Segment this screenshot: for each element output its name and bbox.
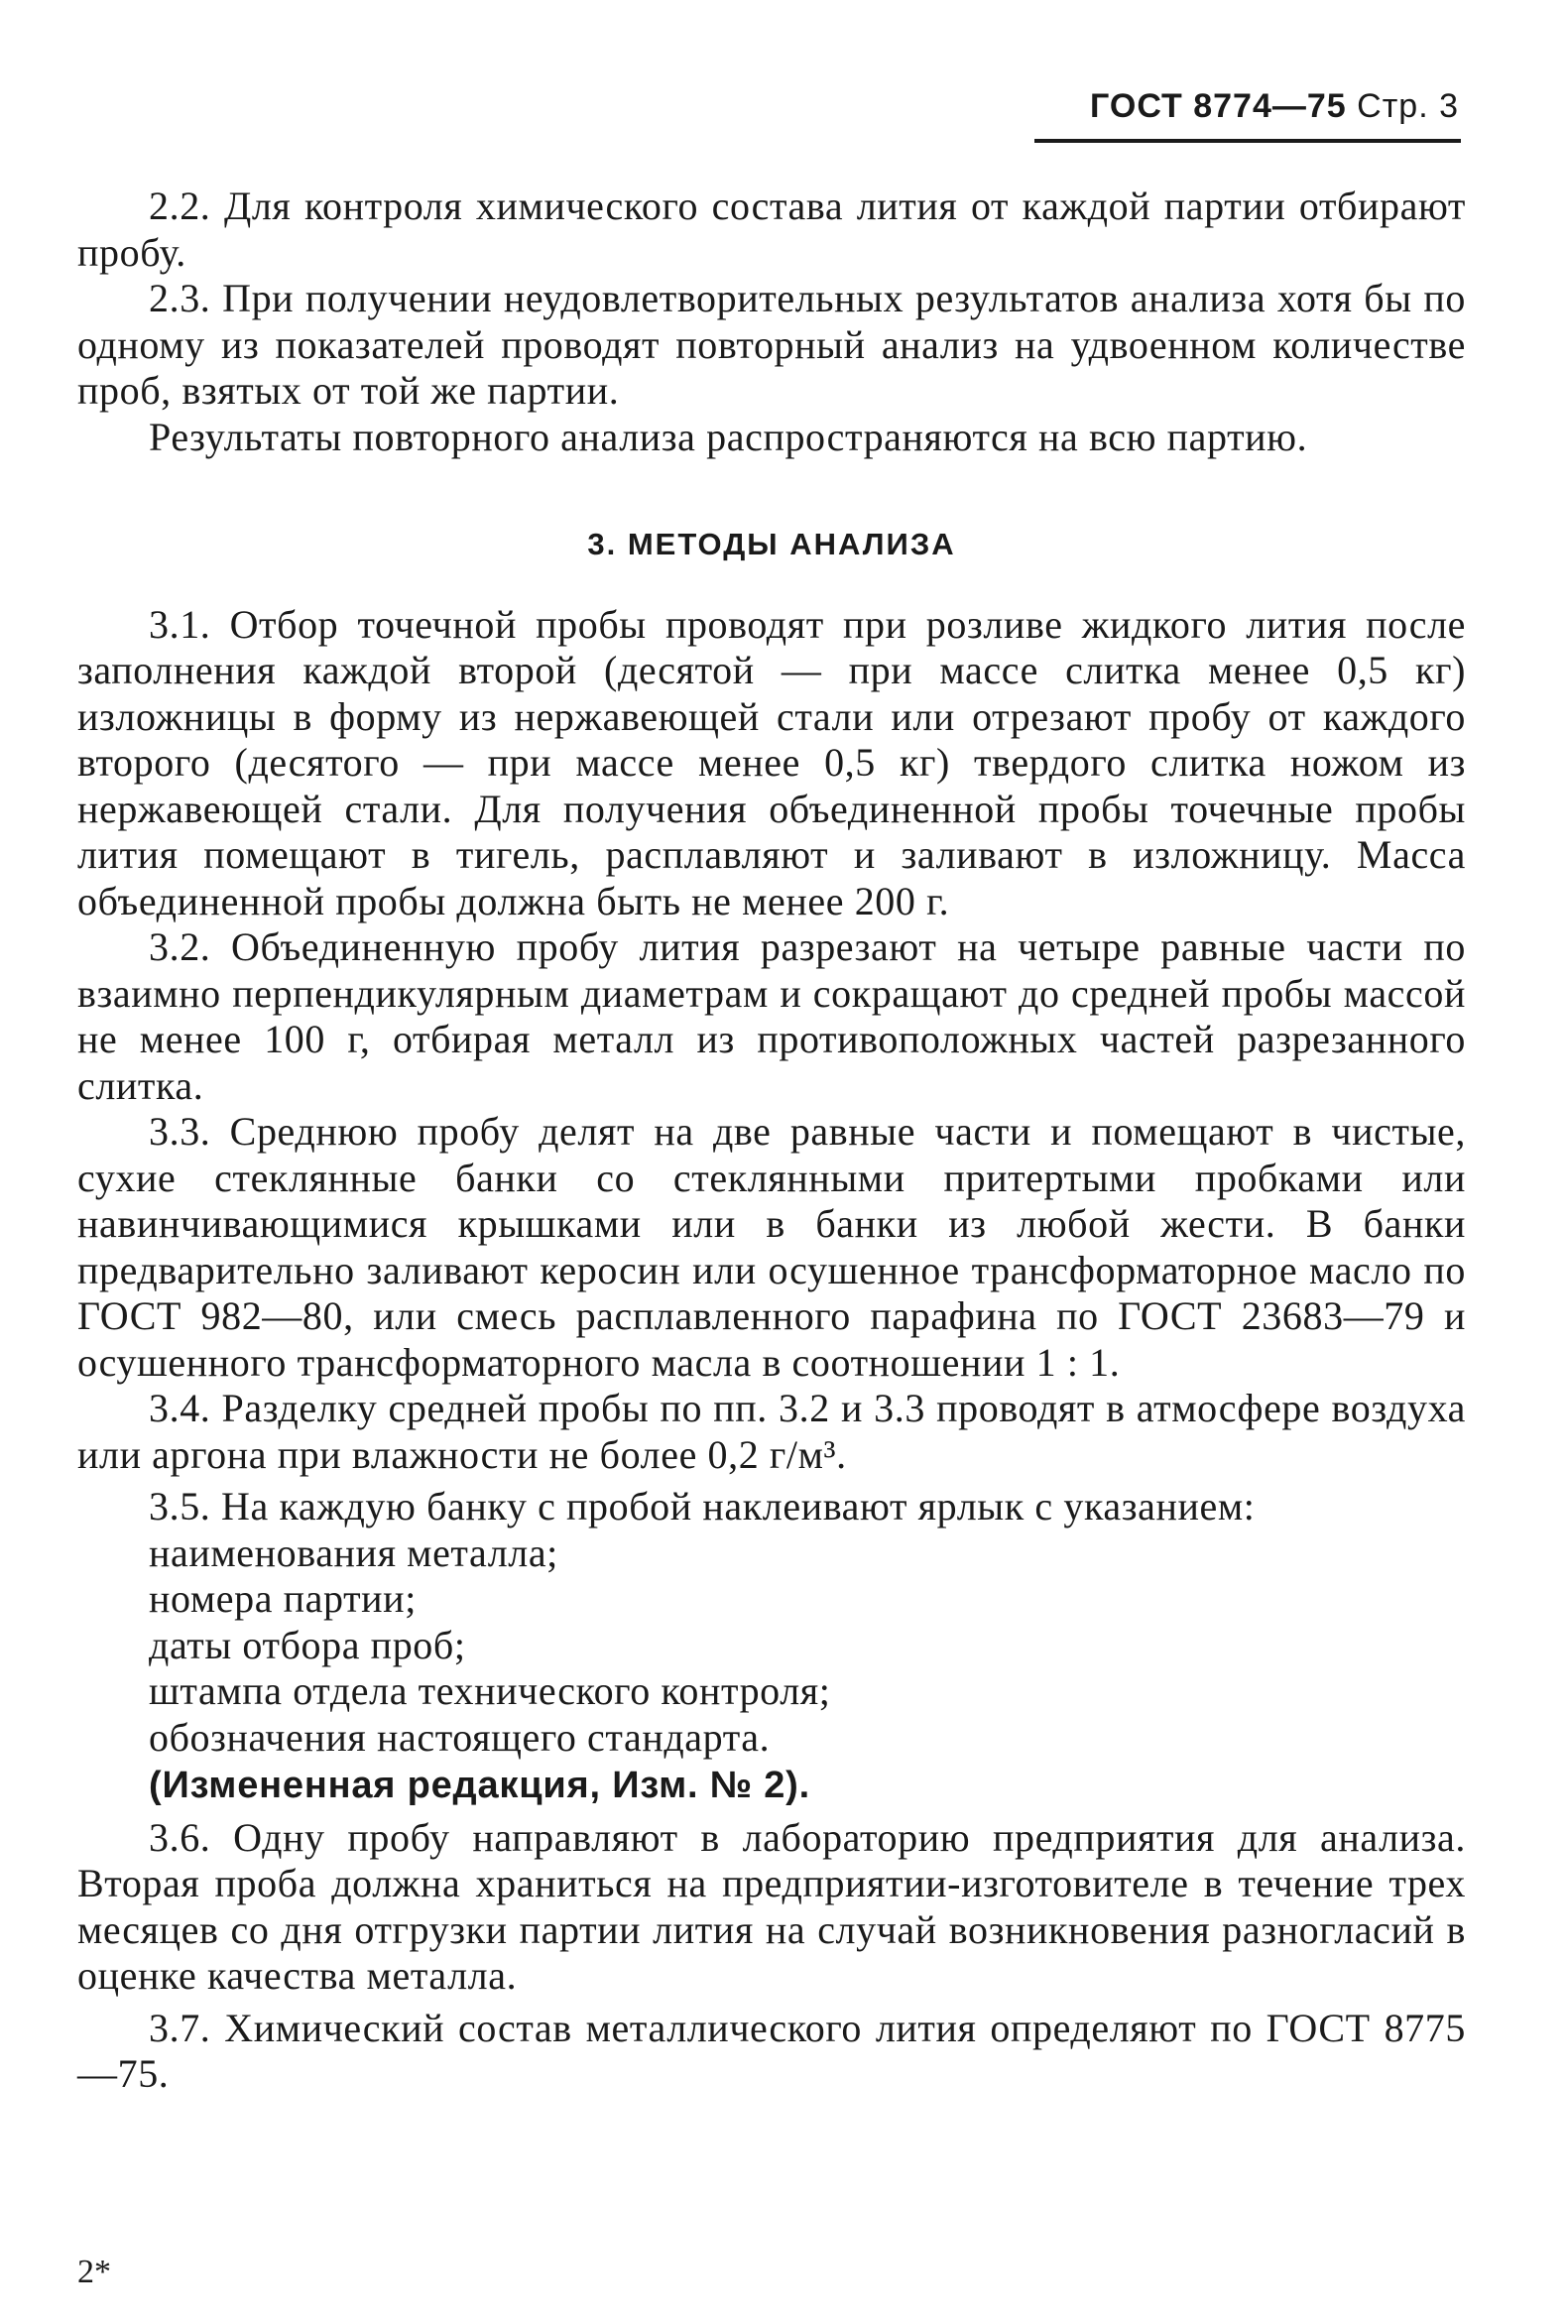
paragraph-3-1: 3.1. Отбор точечной пробы проводят при розливе жидкого лития после заполнения каждой второй (десятой — при массе слитка менее 0,5 кг) изложницы в форму из нержавеющей стали или отрезают пробу от каждого второго (десятого — при массе менее 0,5 кг) твердого слитка ножом из нержавеющей стали. Для получения объединенной пробы точечные пробы лития помещают в тигель, расплавляют и заливают в изложницу. Масса объединенной пробы должна быть не менее 200 г. bbox=[77, 601, 1466, 923]
signature-mark: 2* bbox=[77, 2254, 111, 2290]
paragraph-3-5: 3.5. На каждую банку с пробой наклеивают ярлык с указанием: bbox=[149, 1484, 1256, 1529]
list-item: наименования металла; bbox=[149, 1529, 558, 1575]
paragraph-3-2: 3.2. Объединенную пробу лития разрезают на четыре равные части по взаимно перпендикулярным диаметрам и сокращают до средней пробы массой не менее 100 г, отбирая металл из противоположных частей разрезанного слитка. bbox=[77, 924, 1466, 1108]
doc-code: ГОСТ 8774—75 bbox=[1090, 87, 1347, 125]
label-items-list bbox=[77, 1530, 1466, 1762]
list-item: штампа отдела технического контроля; bbox=[149, 1668, 831, 1713]
document-body bbox=[77, 183, 1466, 2098]
paragraph-2-3-result: Результаты повторного анализа распространяются на всю партию. bbox=[149, 414, 1308, 459]
list-item: обозначения настоящего стандарта. bbox=[149, 1714, 771, 1760]
section-title: 3. МЕТОДЫ АНАЛИЗА bbox=[587, 527, 956, 561]
amendment-note: (Измененная редакция, Изм. № 2). bbox=[149, 1765, 810, 1806]
page-header bbox=[1090, 87, 1459, 126]
paragraph-2-2: 2.2. Для контроля химического состава лития от каждой партии отбирают пробу. bbox=[77, 183, 1466, 275]
paragraph-2-3: 2.3. При получении неудовлетворительных результатов анализа хотя бы по одному из показателей проводят повторный анализ на удвоенном количестве проб, взятых от той же партии. bbox=[77, 276, 1466, 413]
paragraph-3-3: 3.3. Среднюю пробу делят на две равные части и помещают в чистые, сухие стеклянные банки со стеклянными притертыми пробками или навинчивающимися крышками или в банки из любой жести. В банки предварительно заливают керосин или осушенное трансформаторное масло по ГОСТ 982—80, или смесь расплавленного парафина по ГОСТ 23683—79 и осушенного трансформаторного масла в соотношении 1 : 1. bbox=[77, 1109, 1466, 1385]
paragraph-3-7: 3.7. Химический состав металлического лития определяют по ГОСТ 8775—75. bbox=[77, 2005, 1466, 2096]
list-item: номера партии; bbox=[149, 1576, 417, 1621]
paragraph-3-6: 3.6. Одну пробу направляют в лабораторию предприятия для анализа. Вторая проба должна храниться на предприятии-изготовителе в течение трех месяцев со дня отгрузки партии лития на случай возникновения разногласий в оценке качества металла. bbox=[77, 1814, 1466, 1998]
header-rule bbox=[1034, 139, 1461, 143]
paragraph-3-4: 3.4. Разделку средней пробы по пп. 3.2 и 3.3 проводят в атмосфере воздуха или аргона при влажности не более 0,2 г/м³. bbox=[77, 1386, 1466, 1477]
page-number: Стр. 3 bbox=[1357, 87, 1459, 125]
list-item: даты отбора проб; bbox=[149, 1622, 466, 1667]
